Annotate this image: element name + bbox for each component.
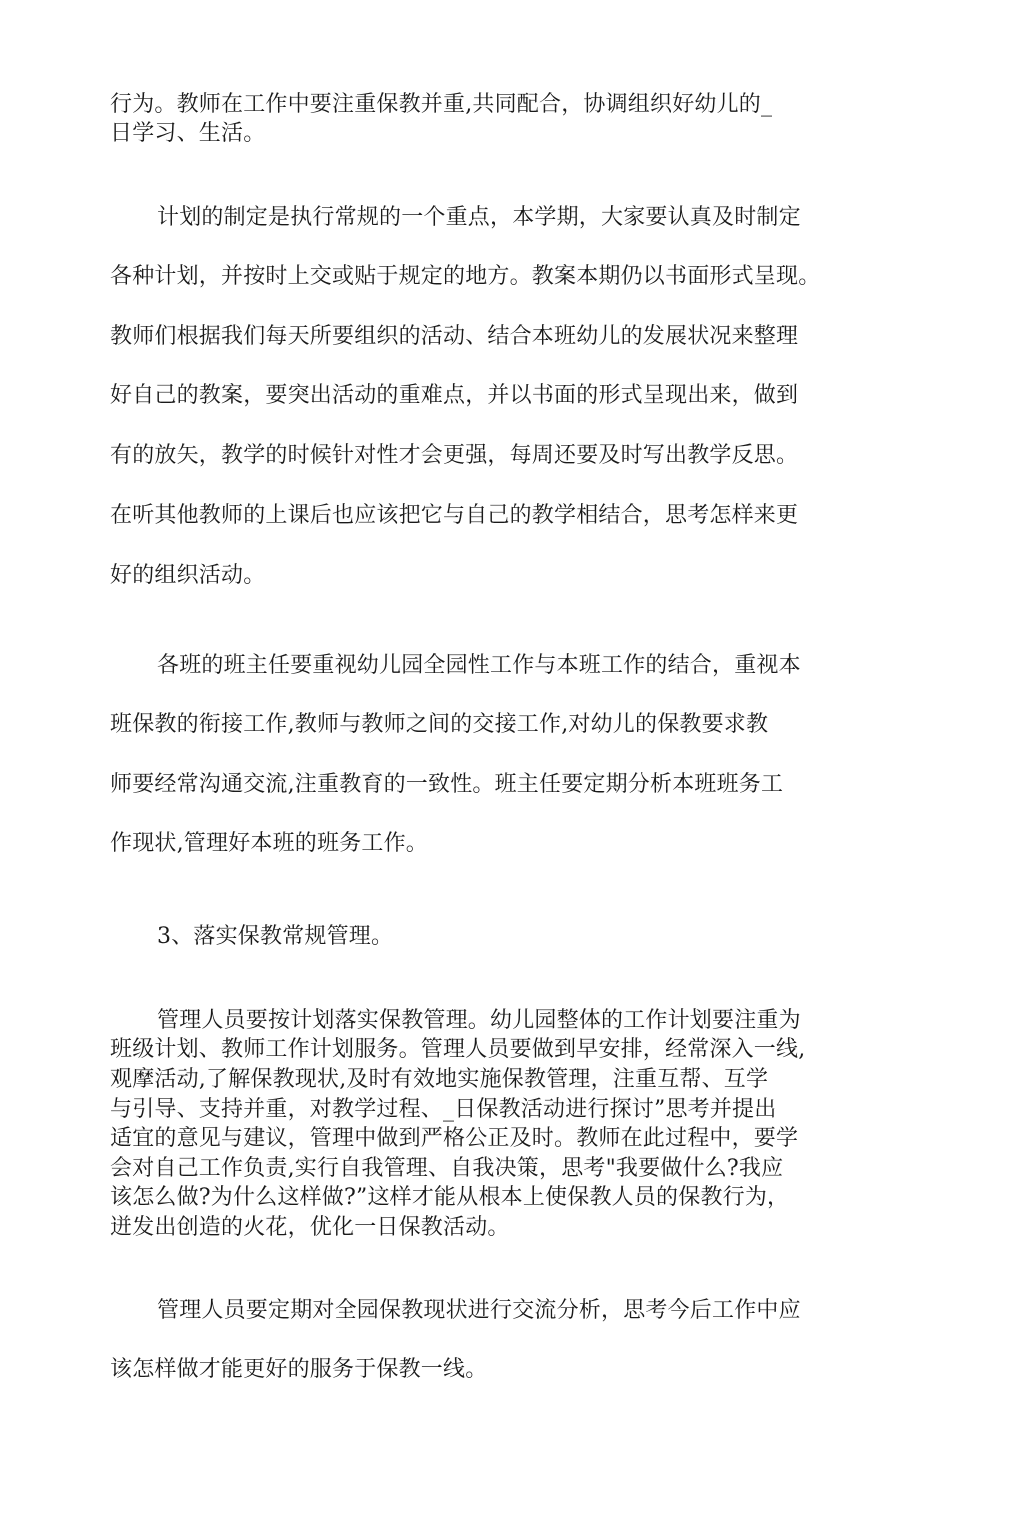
paragraph-4-line-3: 观摩活动,了解保教现状,及时有效地实施保教管理，注重互帮、互学 bbox=[110, 1067, 769, 1092]
paragraph-2-line-3: 教师们根据我们每天所要组织的活动、结合本班幼儿的发展状况来整理 bbox=[110, 324, 799, 349]
paragraph-3-line-4: 作现状,管理好本班的班务工作。 bbox=[110, 831, 428, 856]
paragraph-5-line-1: 管理人员要定期对全园保教现状进行交流分析，思考今后工作中应 bbox=[157, 1298, 801, 1323]
paragraph-3-line-3: 师要经常沟通交流,注重教育的一致性。班主任要定期分析本班班务工 bbox=[110, 772, 784, 797]
paragraph-4-line-6: 会对自己工作负责,实行自我管理、自我决策，思考"我要做什么?我应 bbox=[110, 1156, 784, 1181]
paragraph-2-line-2: 各种计划，并按时上交或贴于规定的地方。教案本期仍以书面形式呈现。 bbox=[110, 264, 821, 289]
section-heading-3: 3、落实保教常规管理。 bbox=[157, 924, 394, 949]
paragraph-4-line-4: 与引导、支持并重，对教学过程、_日保教活动进行探讨”思考并提出 bbox=[110, 1097, 777, 1122]
paragraph-4-line-1: 管理人员要按计划落实保教管理。幼儿园整体的工作计划要注重为 bbox=[157, 1008, 801, 1033]
paragraph-5-line-2: 该怎样做才能更好的服务于保教一线。 bbox=[110, 1357, 488, 1382]
paragraph-4-line-2: 班级计划、教师工作计划服务。管理人员要做到早安排，经常深入一线, bbox=[110, 1037, 806, 1062]
paragraph-4-line-8: 迸发出创造的火花，优化一日保教活动。 bbox=[110, 1215, 510, 1240]
paragraph-4-line-5: 适宜的意见与建议，管理中做到严格公正及时。教师在此过程中，要学 bbox=[110, 1126, 799, 1151]
paragraph-1-line-1: 行为。教师在工作中要注重保教并重,共同配合，协调组织好幼儿的_ bbox=[110, 92, 773, 117]
paragraph-2-line-5: 有的放矢，教学的时候针对性才会更强，每周还要及时写出教学反思。 bbox=[110, 443, 799, 468]
paragraph-3-line-1: 各班的班主任要重视幼儿园全园性工作与本班工作的结合，重视本 bbox=[157, 653, 801, 678]
paragraph-1-line-2: 日学习、生活。 bbox=[110, 121, 266, 146]
paragraph-2-line-6: 在听其他教师的上课后也应该把它与自己的教学相结合，思考怎样来更 bbox=[110, 503, 799, 528]
paragraph-2-line-7: 好的组织活动。 bbox=[110, 563, 266, 588]
paragraph-3-line-2: 班保教的衔接工作,教师与教师之间的交接工作,对幼儿的保教要求教 bbox=[110, 712, 769, 737]
paragraph-2-line-4: 好自己的教案，要突出活动的重难点，并以书面的形式呈现出来，做到 bbox=[110, 383, 799, 408]
paragraph-2-line-1: 计划的制定是执行常规的一个重点，本学期，大家要认真及时制定 bbox=[157, 205, 801, 230]
paragraph-4-line-7: 该怎么做?为什么这样做?”这样才能从根本上使保教人员的保教行为， bbox=[110, 1185, 790, 1210]
